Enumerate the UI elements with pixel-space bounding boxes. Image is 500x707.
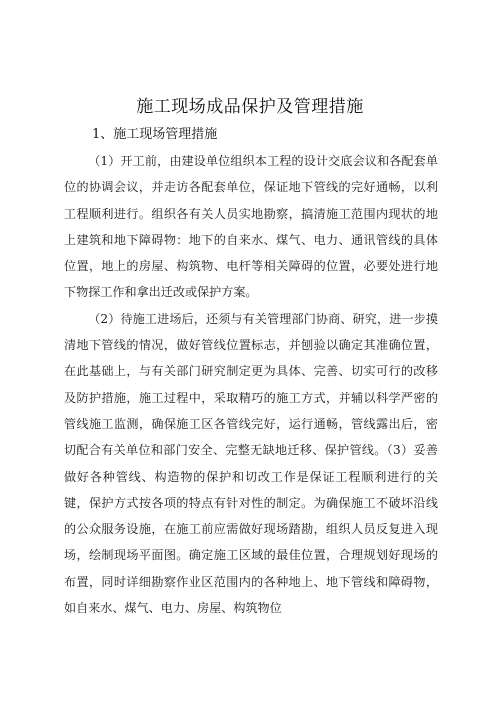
- paragraph-2: （2）待施工进场后，还须与有关管理部门协商、研究，进一步摸清地下管线的情况，做好管线位置标志，并刨验以确定其准确位置，在此基础上，与有关部门研究制定更为具体、完善、切实可行的改移及防护措施，施工过程中，采取精巧的施工方式，并辅以科学严密的管线施工监测，确保施工区各管线完好，运行通畅，管线露出后，密切配合有关单位和部门安全、完整无缺地迁移、保护管线。（3）妥善做好各种管线、构造物的保护和切改工作是保证工程顺利进行的关键，保护方式按各项的特点有针对性的制定。为确保施工不破坏沿线的公众服务设施，在施工前应需做好现场踏勘，组织人员反复进入现场，绘制现场平面图。确定施工区域的最佳位置，合理规划好现场的布置，同时详细勘察作业区范围内的各种地上、地下管线和障碍物，如自来水、煤气、电力、房屋、构筑物位: [64, 311, 438, 616]
- body-text: [64, 148, 438, 621]
- section-heading: 1、施工现场管理措施: [92, 127, 218, 142]
- paragraph-1: （1）开工前，由建设单位组织本工程的设计交底会议和各配套单位的协调会议，并走访各配套单位，保证地下管线的完好通畅，以利工程顺利进行。组织各有关人员实地勘察，搞清施工范围内现状的地上建筑和地下障碍物：地下的自来水、煤气、电力、通讯管线的具体位置，地上的房屋、构筑物、电杆等相关障碍的位置，必要处进行地下物探工作和拿出迁改或保护方案。: [64, 154, 438, 300]
- document-title: 施工现场成品保护及管理措施: [136, 97, 364, 117]
